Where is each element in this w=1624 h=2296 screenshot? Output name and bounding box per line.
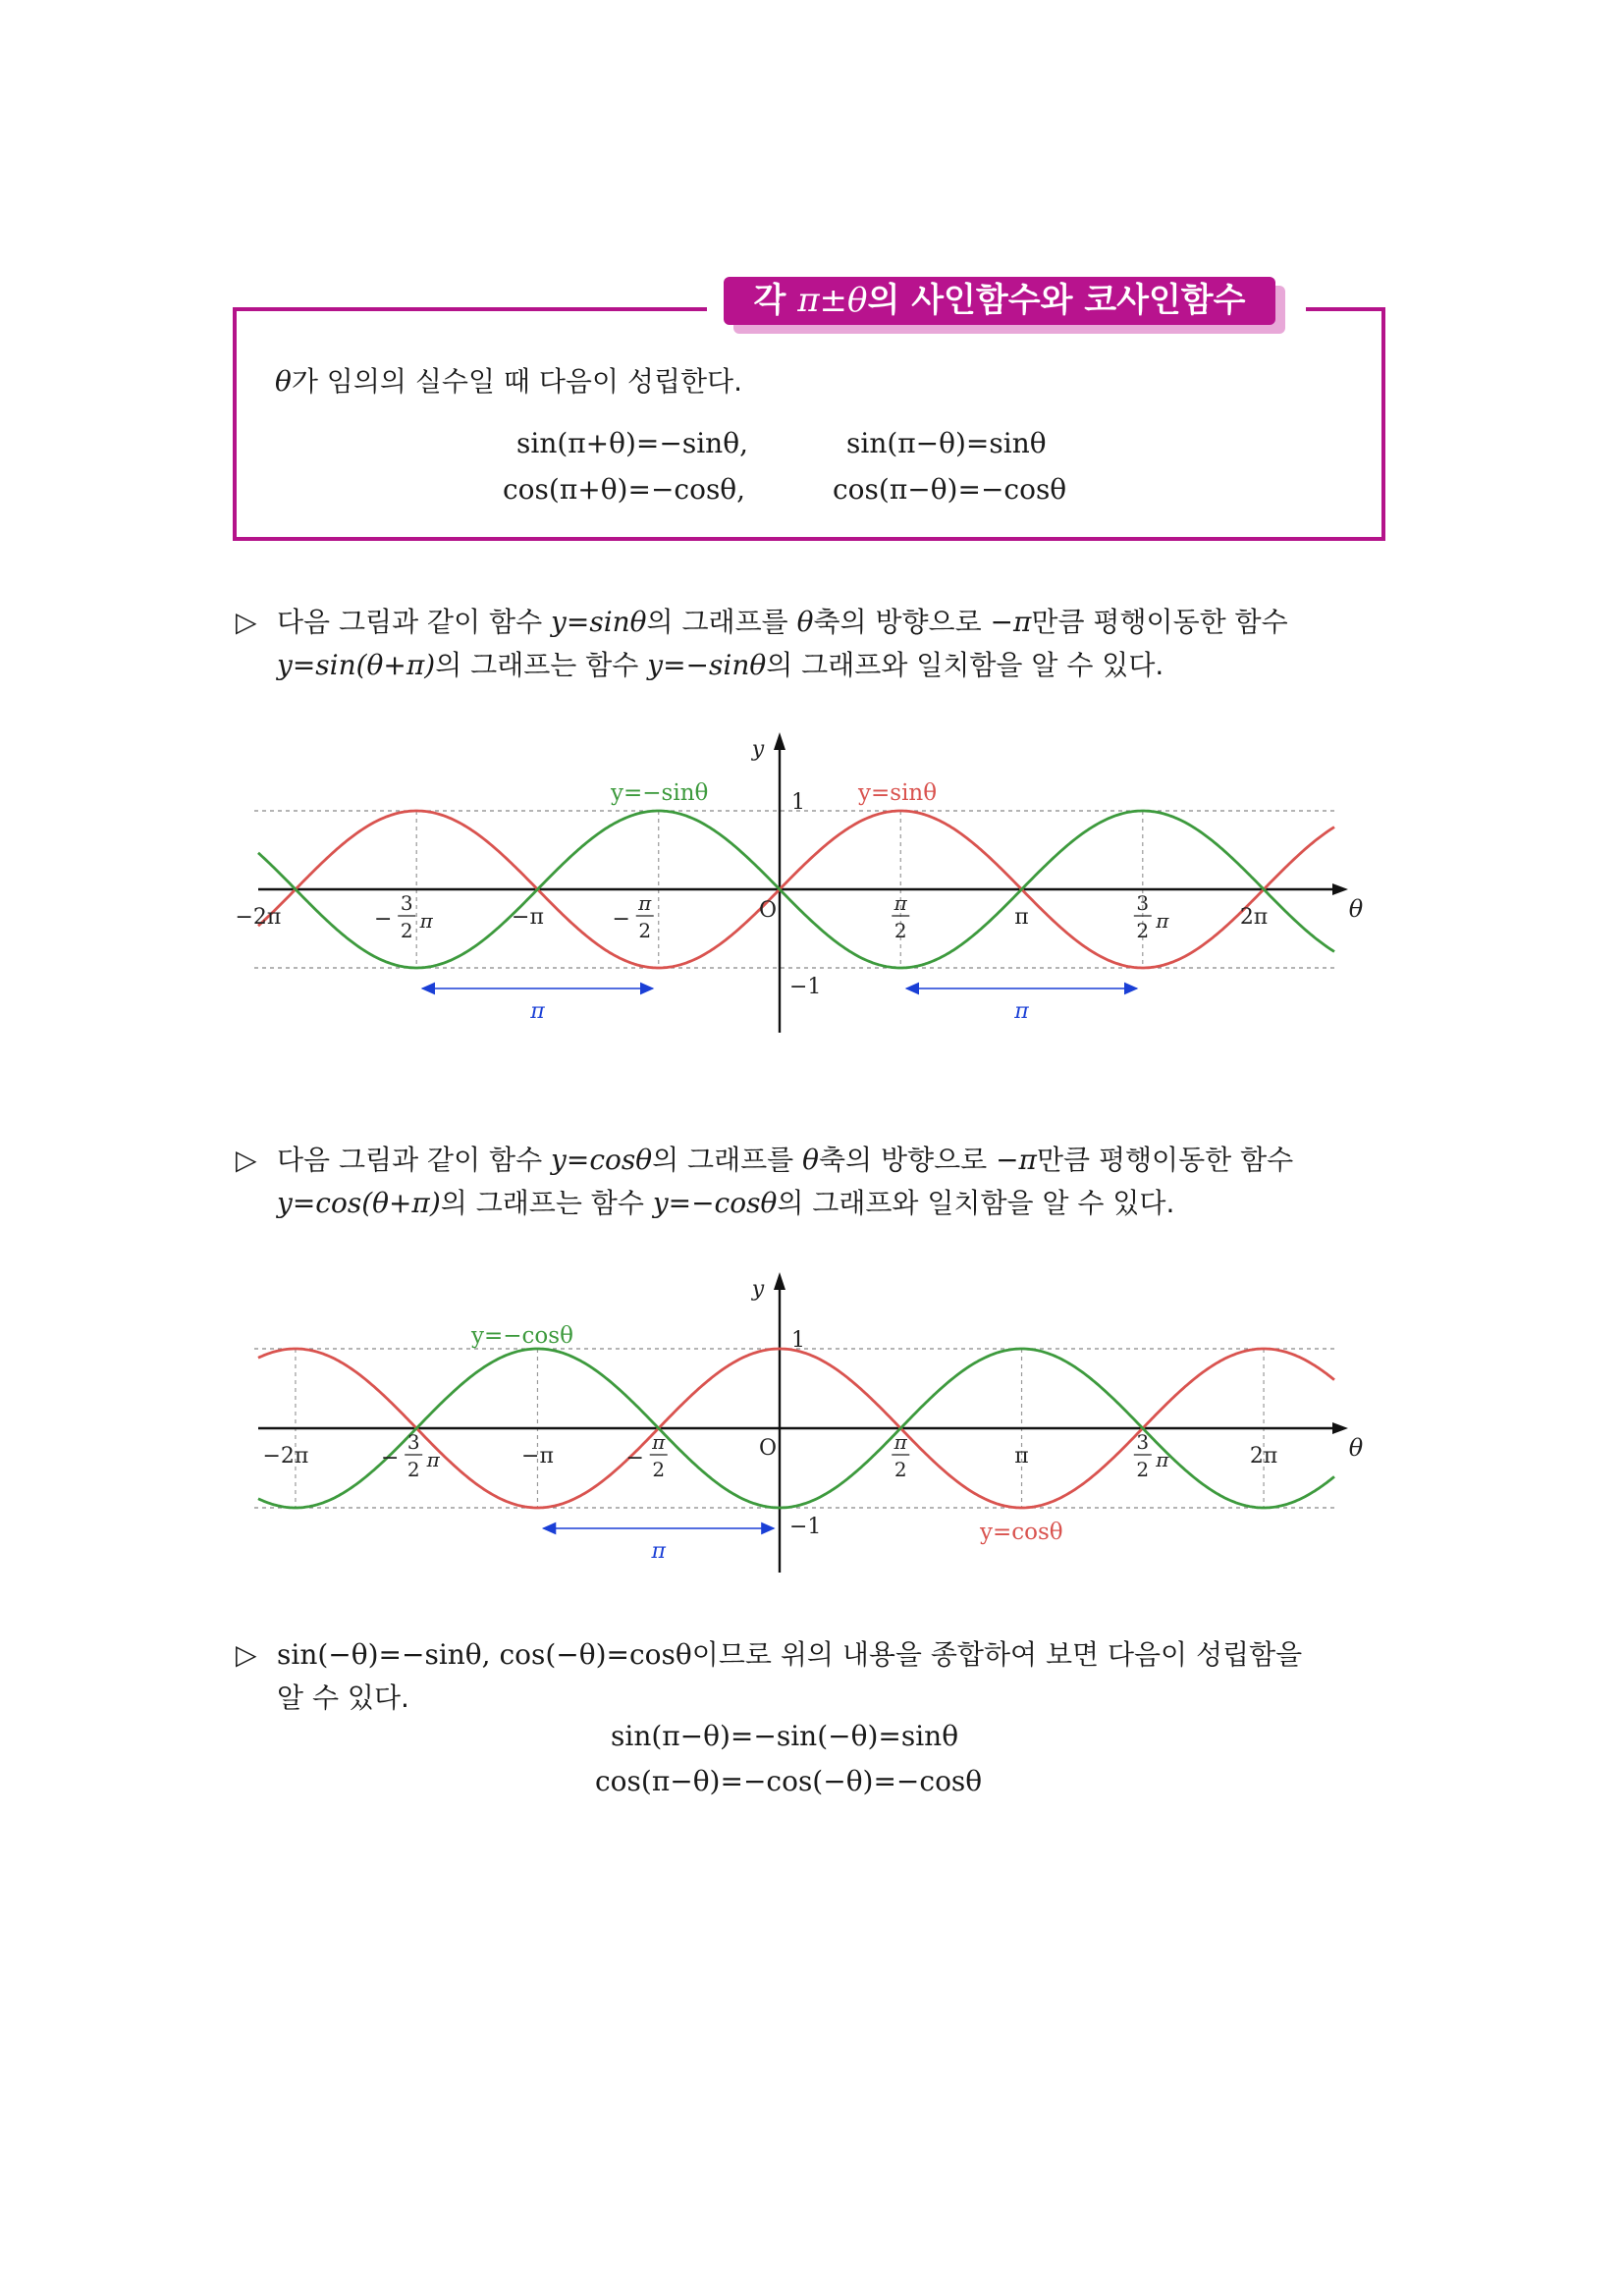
series-label-1: y=−sinθ [611, 780, 709, 806]
x-tick-label: π [893, 891, 907, 915]
section2-line1 [236, 1139, 1293, 1178]
x-tick-label: π [1014, 905, 1029, 930]
title-suffix: 의 사인함수와 코사인함수 [867, 281, 1246, 320]
x-tick-label: 2 [638, 919, 652, 942]
x-tick-label: π [638, 891, 652, 915]
section3-line1 [236, 1633, 1302, 1673]
y-axis-arrow [774, 1272, 785, 1290]
origin-label: O [758, 898, 778, 923]
text: 축의 방향으로 [819, 1144, 997, 1176]
x-tick-label: π [1156, 1448, 1169, 1471]
text: 의 그래프는 함수 [440, 1187, 653, 1219]
x-tick-label: 2π [1239, 905, 1269, 930]
box-title [724, 277, 1275, 325]
text: 다음 그림과 같이 함수 [277, 606, 552, 638]
bullet-marker: ▷ [236, 1638, 257, 1671]
x-tick-label: 3 [1136, 1430, 1150, 1454]
math: y=sin(θ+π) [277, 649, 436, 681]
span-label-0: π [651, 1539, 666, 1564]
bullet-marker: ▷ [236, 1144, 257, 1176]
x-tick-label: − [380, 1446, 400, 1470]
summary-sin: sin(π−θ)=−sin(−θ)=sinθ [611, 1720, 959, 1752]
summary-cos: cos(π−θ)=−cos(−θ)=−cosθ [595, 1765, 983, 1797]
title-math: π±θ [797, 281, 868, 320]
text: 다음 그림과 같이 함수 [277, 1144, 552, 1176]
formula-cos-plus: cos(π+θ)=−cosθ, [503, 473, 746, 506]
text: 의 그래프는 함수 [435, 649, 648, 681]
math: y=cos(θ+π) [277, 1187, 441, 1219]
sine-graph [0, 717, 1624, 1041]
x-tick-label: π [652, 1430, 666, 1454]
formula-cos-minus: cos(π−θ)=−cosθ [833, 473, 1067, 506]
x-tick-label: 3 [400, 891, 413, 915]
x-tick-label: −π [521, 1444, 554, 1468]
x-axis-arrow [1332, 883, 1348, 895]
series-label-0: y=cosθ [980, 1520, 1063, 1545]
x-tick-label: −2π [262, 1444, 309, 1468]
x-axis-arrow [1332, 1422, 1348, 1434]
section1-line2 [277, 644, 1164, 683]
math: y=sinθ [551, 606, 647, 638]
y-tick-label: −1 [789, 975, 822, 999]
x-tick-label: 3 [406, 1430, 420, 1454]
math: y=−sinθ [647, 649, 767, 681]
origin-label: O [758, 1436, 778, 1461]
x-tick-label: 2π [1249, 1444, 1278, 1468]
x-tick-label: − [612, 907, 630, 932]
title-badge [724, 277, 1285, 334]
bullet-marker: ▷ [236, 606, 257, 638]
x-axis-label: θ [1348, 895, 1364, 923]
formula-sin-minus: sin(π−θ)=sinθ [846, 427, 1047, 459]
x-tick-label: π [419, 909, 433, 933]
text: 이므로 위의 내용을 종합하여 보면 다음이 성립함을 [691, 1638, 1303, 1671]
x-tick-label: 2 [406, 1458, 420, 1481]
x-tick-label: π [1156, 909, 1169, 933]
series-label-0: y=sinθ [858, 780, 938, 806]
y-axis-label: y [751, 737, 765, 762]
x-axis-label: θ [1348, 1434, 1364, 1462]
text: 의 그래프를 [652, 1144, 803, 1176]
math: θ [796, 606, 814, 638]
math: −π [996, 1144, 1037, 1176]
series-label-1: y=−cosθ [471, 1323, 573, 1349]
x-tick-label: 2 [1136, 1458, 1150, 1481]
y-tick-label: 1 [791, 1328, 805, 1353]
text: 의 그래프와 일치함을 알 수 있다. [766, 649, 1164, 681]
span-label-0: π [530, 999, 545, 1024]
text: 의 그래프와 일치함을 알 수 있다. [777, 1187, 1175, 1219]
x-tick-label: −2π [235, 905, 282, 930]
text: 만큼 평행이동한 함수 [1036, 1144, 1294, 1176]
x-tick-label: −π [512, 905, 544, 930]
text: 의 그래프를 [646, 606, 797, 638]
x-tick-label: π [1014, 1444, 1029, 1468]
x-tick-label: 2 [893, 919, 907, 942]
x-tick-label: − [625, 1446, 644, 1470]
text: 축의 방향으로 [813, 606, 991, 638]
x-tick-label: π [893, 1430, 907, 1454]
title-prefix: 각 [753, 281, 798, 320]
y-tick-label: −1 [789, 1515, 822, 1539]
span-label-1: π [1014, 999, 1029, 1024]
cosine-graph [0, 1256, 1624, 1580]
math: −π [990, 606, 1032, 638]
intro-text: 가 임의의 실수일 때 다음이 성립한다. [291, 365, 742, 398]
math: y=−cosθ [652, 1187, 778, 1219]
x-tick-label: 2 [652, 1458, 666, 1481]
x-tick-label: π [426, 1448, 440, 1471]
x-tick-label: 2 [893, 1458, 907, 1481]
intro-var: θ [275, 365, 292, 398]
text: 만큼 평행이동한 함수 [1031, 606, 1288, 638]
x-tick-label: 2 [400, 919, 413, 942]
x-tick-label: 3 [1136, 891, 1150, 915]
definition-box [233, 307, 1385, 541]
formula-sin-plus: sin(π+θ)=−sinθ, [516, 427, 748, 459]
box-intro [275, 360, 742, 400]
math: y=cosθ [551, 1144, 653, 1176]
y-axis-arrow [774, 732, 785, 750]
section3-line2: 알 수 있다. [277, 1682, 409, 1714]
section2-line2 [277, 1182, 1174, 1221]
math: θ [802, 1144, 819, 1176]
y-axis-label: y [751, 1277, 765, 1302]
section1-line1 [236, 601, 1288, 640]
math: cos(−θ)=cosθ [499, 1638, 692, 1671]
math: sin(−θ)=−sinθ, [277, 1638, 491, 1671]
y-tick-label: 1 [791, 790, 805, 815]
x-tick-label: 2 [1136, 919, 1150, 942]
x-tick-label: − [373, 907, 393, 932]
